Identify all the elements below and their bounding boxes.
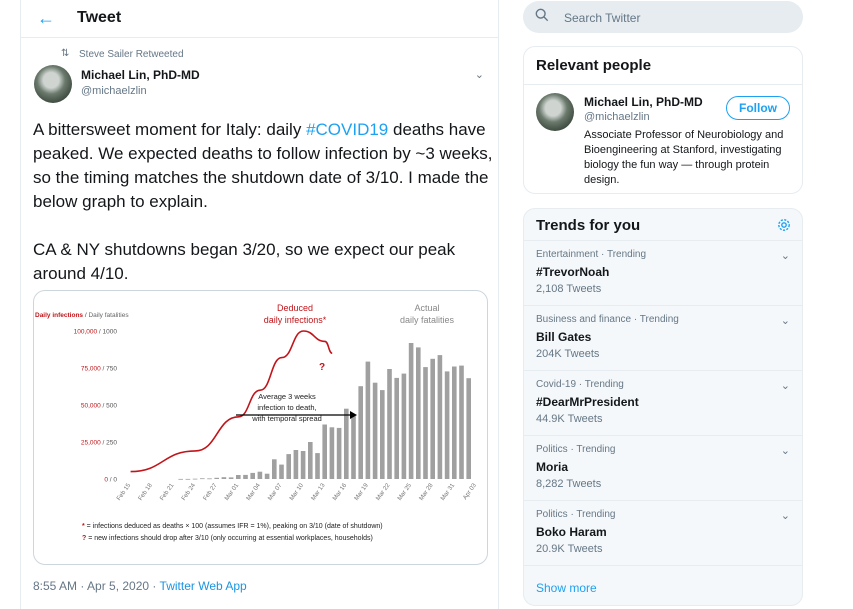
- fatality-bar: [265, 474, 270, 479]
- trend-category: Politics · Trending: [536, 444, 616, 455]
- fatality-bar: [200, 478, 205, 479]
- x-tick-label: Feb 27: [201, 482, 219, 502]
- x-tick-label: Feb 21: [158, 482, 176, 502]
- tweet-text-part: A bittersweet moment for Italy: daily: [33, 120, 307, 139]
- fatality-bar: [279, 465, 284, 479]
- covid-chart: [34, 291, 487, 564]
- x-tick-label: Mar 19: [353, 482, 370, 502]
- fatality-bar: [301, 451, 306, 479]
- person-name[interactable]: Michael Lin, PhD-MD: [584, 95, 703, 109]
- panel-title: Trends for you: [536, 217, 641, 234]
- trend-name[interactable]: #DearMrPresident: [536, 395, 639, 409]
- fatality-bar: [272, 459, 277, 479]
- fatality-bar: [445, 371, 450, 479]
- ylabel-infections: Daily infections: [35, 312, 84, 319]
- x-tick-label: Mar 22: [374, 482, 392, 502]
- fatality-bar: [416, 347, 421, 479]
- chevron-down-icon[interactable]: ⌄: [780, 250, 790, 262]
- curve-label-1: Deduced: [276, 303, 314, 313]
- avatar[interactable]: [34, 65, 72, 103]
- annotation-line-3: with temporal spread: [252, 414, 322, 423]
- x-tick-label: Mar 13: [309, 482, 327, 502]
- author-name[interactable]: Michael Lin, PhD-MD: [81, 68, 200, 82]
- fatality-bar: [344, 409, 349, 479]
- trend-name[interactable]: Moria: [536, 460, 569, 474]
- fatality-bar: [315, 453, 320, 479]
- trend-category: Business and finance · Trending: [536, 314, 679, 325]
- fatality-bar: [178, 479, 183, 480]
- y-tick-label: 50,000 / 500: [80, 402, 117, 410]
- tweet-text: [33, 118, 493, 286]
- trend-category: Covid-19 · Trending: [536, 379, 624, 390]
- infections-curve: [131, 331, 333, 472]
- x-tick-label: Feb 18: [137, 482, 154, 502]
- source-link[interactable]: Twitter Web App: [159, 579, 247, 593]
- fatality-bar: [430, 359, 435, 479]
- fatality-bar: [423, 367, 428, 479]
- footnote-2: [82, 535, 373, 542]
- chevron-down-icon[interactable]: ⌄: [780, 510, 790, 522]
- x-tick-label: Mar 10: [288, 482, 306, 502]
- fatality-bar: [308, 442, 313, 479]
- person-card[interactable]: [524, 85, 802, 194]
- x-tick-label: Mar 28: [417, 482, 435, 502]
- search-icon: [535, 8, 549, 22]
- tweet-text-part: deaths have peaked. We expected deaths to follow infection by ~3 weeks, so the timing matches the shutdown date of 3/10. I made the below graph to explain.: [33, 120, 493, 211]
- relevant-people-panel: [523, 46, 803, 194]
- fatality-bar: [459, 366, 464, 479]
- footnote-1: [82, 523, 383, 530]
- x-tick-label: Mar 25: [396, 482, 414, 502]
- fatality-bar: [222, 477, 227, 479]
- tweet-timestamp: [33, 579, 247, 593]
- fatality-bar: [387, 369, 392, 479]
- fatality-bar: [186, 479, 191, 480]
- trend-item[interactable]: [524, 241, 802, 306]
- x-tick-label: Mar 07: [266, 482, 284, 502]
- fatality-bar: [394, 378, 399, 479]
- fatality-bar: [236, 475, 241, 479]
- fatality-bar: [207, 478, 212, 479]
- trend-item[interactable]: [524, 501, 802, 566]
- trend-name[interactable]: Bill Gates: [536, 330, 592, 344]
- x-tick-label: Mar 16: [331, 482, 349, 502]
- trends-panel: [523, 208, 803, 606]
- fatality-bar: [358, 386, 363, 479]
- ylabel-sep: /: [83, 312, 89, 319]
- footnote-1-text: = infections deduced as deaths × 100 (assumes IFR = 1%), peaking on 3/10 (date of shutdown): [84, 523, 383, 530]
- fatality-bar: [294, 450, 299, 479]
- x-tick-label: Mar 31: [439, 482, 457, 502]
- fatality-bar: [193, 479, 198, 480]
- bars-label-2: daily fatalities: [399, 315, 455, 325]
- fatality-bar: [373, 383, 378, 479]
- avatar[interactable]: [536, 93, 574, 131]
- tweet-text-part: CA & NY shutdowns began 3/20, so we expect our peak around 4/10.: [33, 240, 456, 283]
- annotation-line-2: infection to death,: [257, 403, 317, 412]
- x-tick-label: Apr 03: [461, 482, 478, 502]
- footnote-2-text: = new infections should drop after 3/10 (only occurring at essential workplaces, households): [86, 535, 373, 542]
- trend-list: [524, 241, 802, 566]
- chevron-down-icon[interactable]: ⌄: [474, 69, 484, 81]
- footnote-2-mark: ?: [82, 535, 87, 542]
- fatality-bar: [258, 472, 263, 479]
- chart-ylabel: [35, 312, 129, 319]
- chevron-down-icon[interactable]: ⌄: [780, 445, 790, 457]
- tweet-image-chart[interactable]: [33, 290, 488, 565]
- trend-item[interactable]: [524, 371, 802, 436]
- trend-count: 2,108 Tweets: [536, 283, 602, 295]
- fatality-bar: [229, 477, 234, 479]
- panel-title: Relevant people: [524, 47, 802, 85]
- fatality-bar: [286, 454, 291, 479]
- show-more-link[interactable]: Show more: [536, 581, 597, 595]
- y-tick-label: 100,000 / 1000: [73, 328, 117, 336]
- fatality-bar: [409, 343, 414, 479]
- curve-question-mark: ?: [318, 362, 326, 373]
- y-tick-label: 25,000 / 250: [80, 439, 117, 447]
- fatality-bar: [438, 355, 443, 479]
- fatality-bar: [214, 478, 219, 479]
- annotation-line-1: Average 3 weeks: [258, 392, 316, 401]
- trend-name[interactable]: #TrevorNoah: [536, 265, 610, 279]
- bars-label-1: Actual: [414, 303, 440, 313]
- footnote-1-mark: *: [82, 523, 85, 530]
- tweet-column: [20, 0, 499, 609]
- trend-count: 204K Tweets: [536, 348, 600, 360]
- trend-count: 44.9K Tweets: [536, 413, 603, 425]
- trend-item[interactable]: [524, 436, 802, 501]
- trend-category: Entertainment · Trending: [536, 249, 647, 260]
- retweet-icon: ⇅: [61, 48, 70, 59]
- person-bio: Associate Professor of Neurobiology and Bioengineering at Stanford, investigating biology the fun way — through protein design.: [584, 129, 784, 186]
- fatality-bar: [402, 374, 407, 479]
- trend-count: 8,282 Tweets: [536, 478, 602, 490]
- search-placeholder: Search Twitter: [564, 11, 641, 25]
- fatality-bar: [337, 428, 342, 479]
- y-tick-label: 0 / 0: [104, 476, 117, 484]
- x-tick-label: Feb 15: [115, 482, 133, 502]
- fatality-bar: [243, 475, 248, 479]
- fatality-bar: [250, 473, 255, 479]
- trend-name[interactable]: Boko Haram: [536, 525, 607, 539]
- fatality-bar: [466, 378, 471, 479]
- fatality-bar: [322, 425, 327, 480]
- ylabel-fatalities: Daily fatalities: [88, 312, 129, 319]
- trend-item[interactable]: [524, 306, 802, 371]
- trends-header: [524, 209, 802, 241]
- page-title: Tweet: [77, 9, 122, 26]
- x-tick-label: Feb 24: [180, 482, 198, 502]
- fatality-bar: [351, 416, 356, 479]
- curve-label-2: daily infections*: [263, 315, 327, 325]
- timestamp-text[interactable]: 8:55 AM · Apr 5, 2020 ·: [33, 579, 160, 593]
- fatality-bar: [366, 362, 371, 479]
- x-tick-label: Mar 01: [223, 482, 241, 502]
- chevron-down-icon[interactable]: ⌄: [780, 380, 790, 392]
- tweet-header: [21, 0, 498, 38]
- chevron-down-icon[interactable]: ⌄: [780, 315, 790, 327]
- person-handle[interactable]: @michaelzlin: [584, 111, 650, 123]
- search-input[interactable]: [523, 1, 803, 33]
- author-handle[interactable]: @michaelzlin: [81, 85, 147, 97]
- trend-count: 20.9K Tweets: [536, 543, 603, 555]
- arrow-left-icon[interactable]: ←: [37, 8, 55, 28]
- fatality-bar: [452, 367, 457, 480]
- y-tick-label: 75,000 / 750: [80, 365, 117, 373]
- x-tick-label: Mar 04: [245, 482, 262, 502]
- fatality-bar: [380, 390, 385, 479]
- gear-icon[interactable]: [776, 217, 792, 233]
- fatality-bar: [330, 427, 335, 479]
- retweet-label[interactable]: Steve Sailer Retweeted: [79, 49, 184, 60]
- hashtag-link[interactable]: #COVID19: [306, 120, 389, 139]
- follow-button[interactable]: Follow: [726, 96, 790, 120]
- trend-category: Politics · Trending: [536, 509, 616, 520]
